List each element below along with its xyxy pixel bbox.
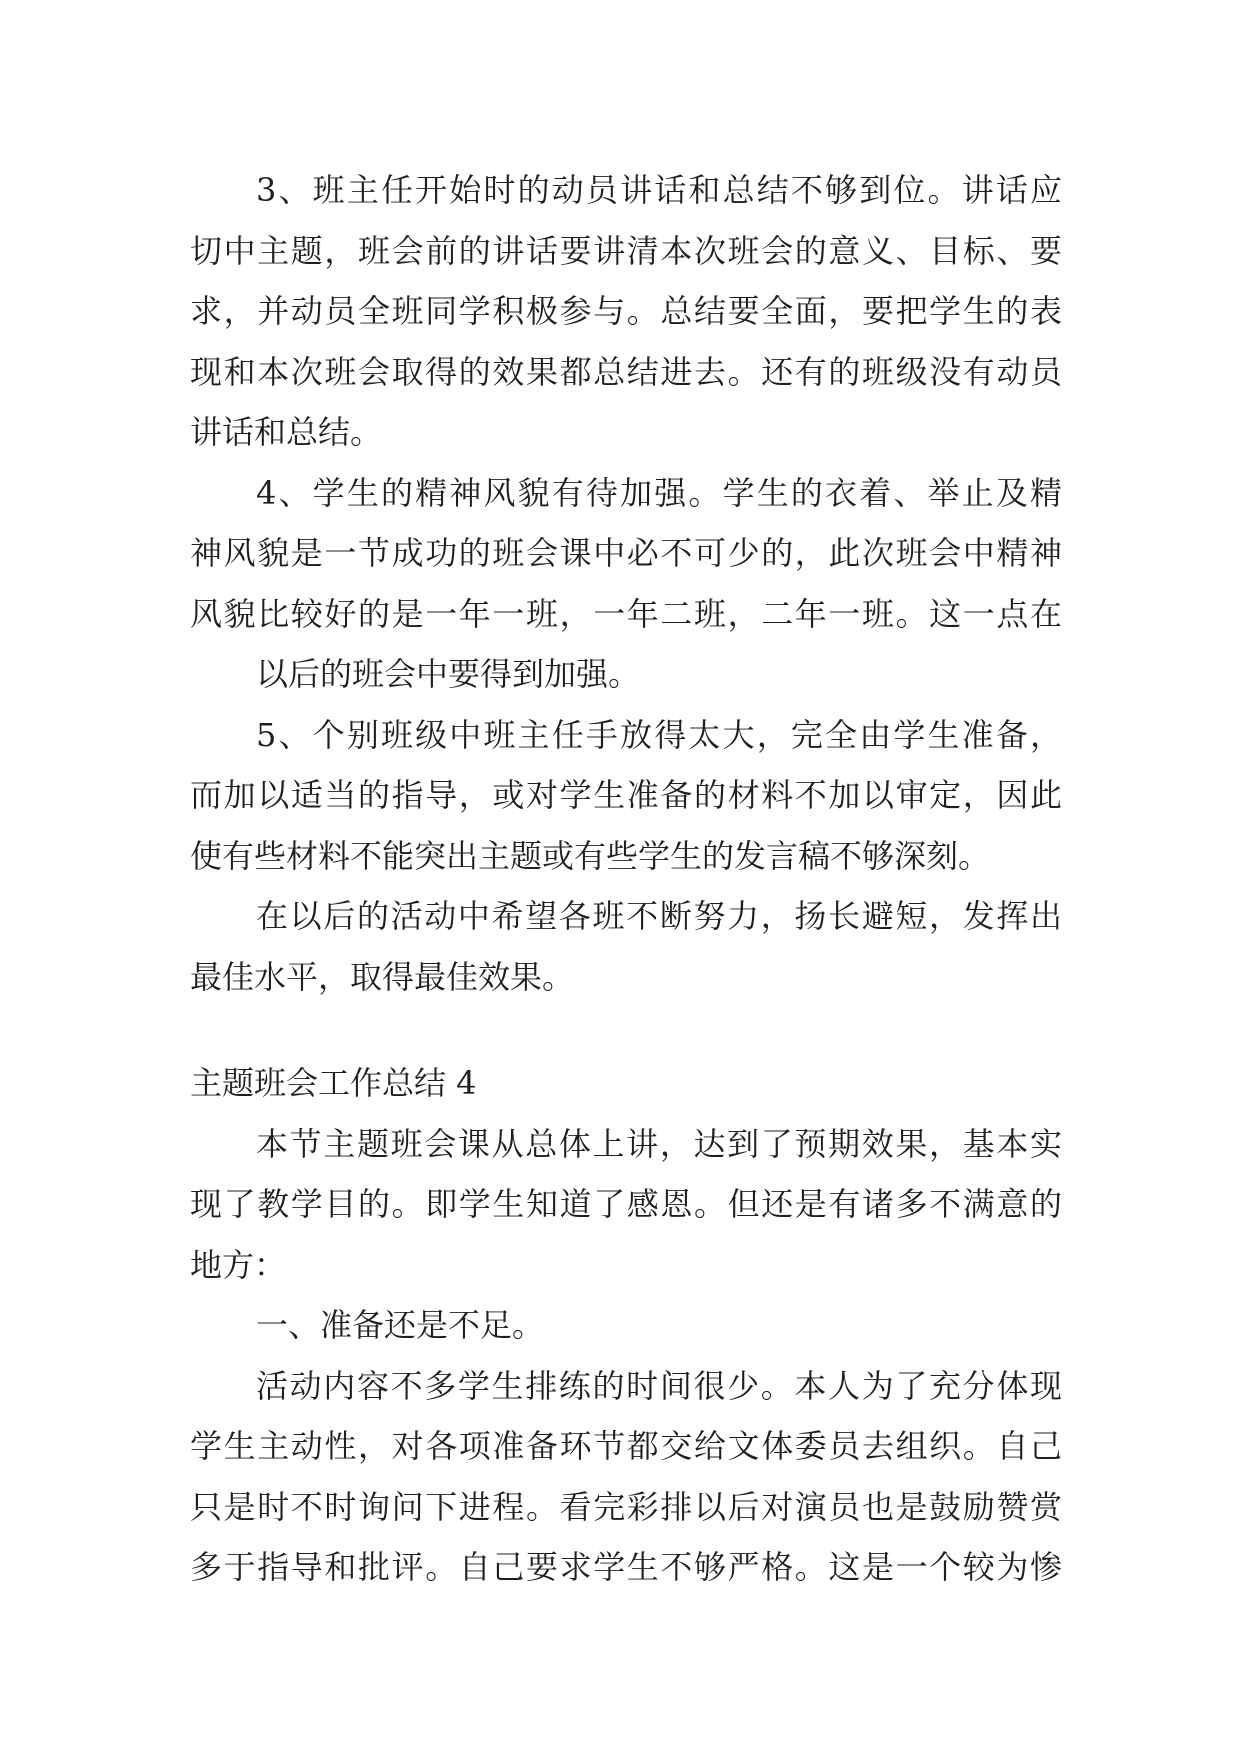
text-line: 以后的班会中要得到加强。 <box>256 655 641 693</box>
document-body <box>190 160 1062 1598</box>
paragraph-preparation <box>190 1356 1062 1598</box>
paragraph-item-3 <box>190 160 1062 463</box>
text-line: 学生主动性，对各项准备环节都交给文体委员去组织。自己 <box>190 1427 1062 1465</box>
text-line: 风貌比较好的是一年一班，一年二班，二年一班。这一点在 <box>190 594 1062 633</box>
text-line: 只是时不时询问下进程。看完彩排以后对演员也是鼓励赞赏 <box>190 1487 1062 1526</box>
text-line: 在以后的活动中希望各班不断努力，扬长避短，发挥出 <box>256 897 1062 935</box>
paragraph-item-5 <box>190 705 1062 887</box>
subheading-preparation: 一、准备还是不足。 <box>256 1306 545 1344</box>
text-line: 现了教学目的。即学生知道了感恩。但还是有诸多不满意的 <box>190 1185 1062 1223</box>
text-line: 最佳水平，取得最佳效果。 <box>190 957 575 996</box>
text-line: 求，并动员全班同学积极参与。总结要全面，要把学生的表 <box>190 292 1062 330</box>
text-line: 本节主题班会课从总体上讲，达到了预期效果，基本实 <box>256 1124 1062 1163</box>
section-spacer <box>190 1007 1062 1053</box>
text-line: 3、班主任开始时的动员讲话和总结不够到位。讲话应 <box>256 171 1062 209</box>
paragraph-item-4 <box>190 463 1062 705</box>
text-line: 地方： <box>190 1245 287 1284</box>
text-line: 4、学生的精神风貌有待加强。学生的衣着、举止及精 <box>256 473 1062 512</box>
section-heading: 主题班会工作总结 4 <box>190 1064 477 1102</box>
text-line: 多于指导和批评。自己要求学生不够严格。这是一个较为惨 <box>190 1548 1062 1586</box>
text-line: 现和本次班会取得的效果都总结进去。还有的班级没有动员 <box>190 352 1062 391</box>
text-line: 切中主题，班会前的讲话要讲清本次班会的意义、目标、要 <box>190 231 1062 270</box>
paragraph-closing <box>190 886 1062 1007</box>
text-line: 活动内容不多学生排练的时间很少。本人为了充分体现 <box>256 1366 1062 1405</box>
text-line: 使有些材料不能突出主题或有些学生的发言稿不够深刻。 <box>190 836 991 875</box>
text-line: 5、个别班级中班主任手放得太大，完全由学生准备， <box>256 715 1062 754</box>
text-line: 神风貌是一节成功的班会课中必不可少的，此次班会中精神 <box>190 534 1062 572</box>
paragraph-intro <box>190 1114 1062 1296</box>
text-line: 而加以适当的指导，或对学生准备的材料不加以审定，因此 <box>190 776 1062 814</box>
text-line: 讲话和总结。 <box>190 413 383 451</box>
